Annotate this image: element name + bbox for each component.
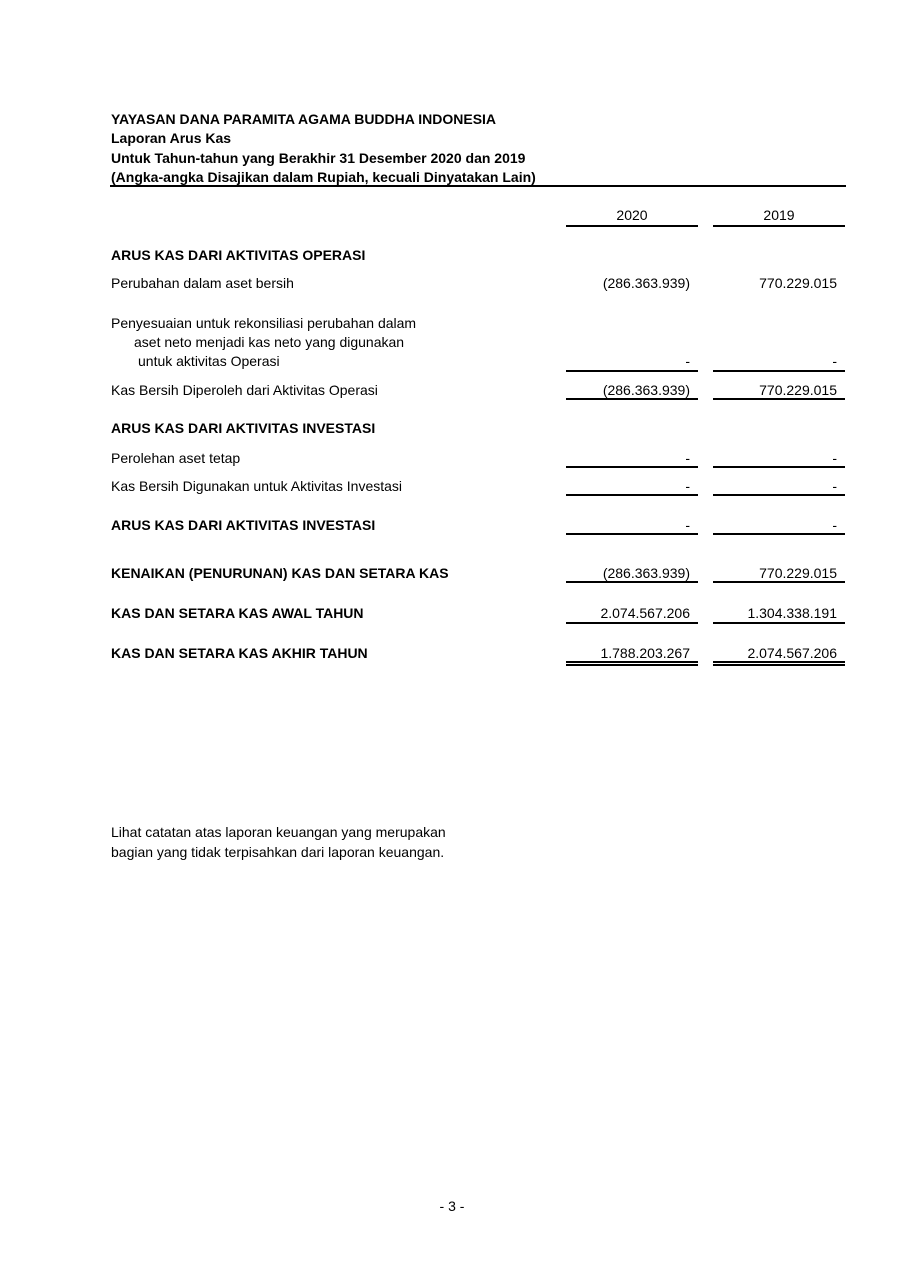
value-2020: (286.363.939)	[602, 565, 690, 581]
value-2019: 770.229.015	[759, 382, 837, 398]
value-2020: (286.363.939)	[602, 275, 690, 291]
total-line	[566, 581, 698, 583]
row-label: Kas Bersih Digunakan untuk Aktivitas Investasi	[111, 478, 403, 494]
row-label: KAS DAN SETARA KAS AKHIR TAHUN	[111, 645, 368, 661]
value-2020: -	[685, 450, 690, 466]
section-title-investing: ARUS KAS DARI AKTIVITAS INVESTASI	[111, 420, 376, 436]
value-2019: -	[832, 450, 837, 466]
total-line	[566, 494, 698, 496]
report-title: Laporan Arus Kas	[111, 130, 232, 146]
row-label: Penyesuaian untuk rekonsiliasi perubahan dalam	[111, 315, 417, 331]
footnote-line: bagian yang tidak terpisahkan dari laporan keuangan.	[111, 844, 445, 860]
row-label: ARUS KAS DARI AKTIVITAS INVESTASI	[111, 517, 376, 533]
section-title-operating: ARUS KAS DARI AKTIVITAS OPERASI	[111, 247, 366, 263]
row-label: KAS DAN SETARA KAS AWAL TAHUN	[111, 605, 364, 621]
value-2020: (286.363.939)	[602, 382, 690, 398]
subtotal-line	[713, 370, 845, 372]
total-line	[566, 533, 698, 535]
row-label: Perubahan dalam aset bersih	[111, 275, 294, 291]
value-2019: -	[832, 353, 837, 369]
subtotal-line	[566, 466, 698, 468]
total-line	[713, 533, 845, 535]
total-line	[566, 398, 698, 400]
value-2020: -	[685, 517, 690, 533]
page-number: - 3 -	[439, 1198, 465, 1214]
total-line	[713, 494, 845, 496]
column-underline	[713, 225, 845, 227]
total-line	[713, 398, 845, 400]
value-2020: 1.788.203.267	[600, 645, 690, 661]
row-label: KENAIKAN (PENURUNAN) KAS DAN SETARA KAS	[111, 565, 449, 581]
row-label: Perolehan aset tetap	[111, 450, 241, 466]
subtotal-line	[713, 466, 845, 468]
currency-note: (Angka-angka Disajikan dalam Rupiah, kecuali Dinyatakan Lain)	[111, 169, 536, 185]
column-underline	[566, 225, 698, 227]
value-2019: 1.304.338.191	[747, 605, 837, 621]
column-header-2020: 2020	[616, 207, 648, 223]
column-header-2019: 2019	[763, 207, 795, 223]
footnote	[111, 822, 446, 862]
double-underline	[566, 661, 698, 666]
value-2020: 2.074.567.206	[600, 605, 690, 621]
value-2019: 770.229.015	[759, 275, 837, 291]
value-2020: -	[685, 353, 690, 369]
header-divider	[110, 185, 846, 187]
double-underline	[713, 661, 845, 666]
footnote-line: Lihat catatan atas laporan keuangan yang merupakan	[111, 824, 446, 840]
total-line	[566, 622, 698, 624]
total-line	[713, 622, 845, 624]
report-period: Untuk Tahun-tahun yang Berakhir 31 Desember 2020 dan 2019	[111, 150, 526, 166]
row-label: aset neto menjadi kas neto yang digunakan	[134, 334, 405, 350]
total-line	[713, 581, 845, 583]
subtotal-line	[566, 370, 698, 372]
value-2020: -	[685, 478, 690, 494]
row-label: Kas Bersih Diperoleh dari Aktivitas Operasi	[111, 382, 378, 398]
value-2019: -	[832, 478, 837, 494]
entity-name: YAYASAN DANA PARAMITA AGAMA BUDDHA INDONESIA	[111, 111, 497, 127]
value-2019: -	[832, 517, 837, 533]
row-label: untuk aktivitas Operasi	[138, 353, 280, 369]
value-2019: 2.074.567.206	[747, 645, 837, 661]
value-2019: 770.229.015	[759, 565, 837, 581]
